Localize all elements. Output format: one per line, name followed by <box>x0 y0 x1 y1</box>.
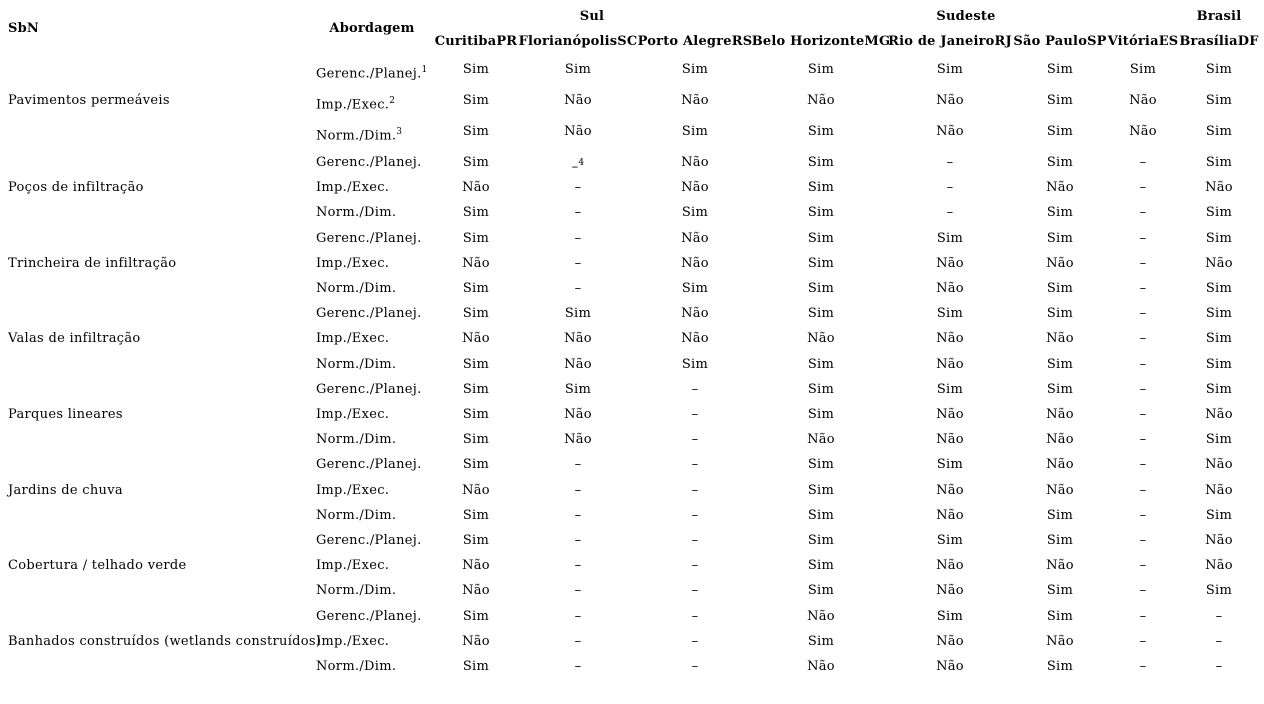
cell-value: Sim <box>462 124 490 139</box>
city-header-label: São PauloSP <box>1013 34 1107 49</box>
cell-value: – <box>574 457 582 473</box>
cell-value: Sim <box>936 608 964 624</box>
cell-value: – <box>1139 407 1147 422</box>
approach-label: Norm./Dim. <box>316 432 397 448</box>
cell-value: – <box>691 659 699 674</box>
cell-value: – <box>1139 533 1147 548</box>
cell-value: Sim <box>564 62 592 77</box>
cell-value: Não <box>1205 482 1233 498</box>
cell-value: Sim <box>807 457 835 473</box>
cell-value: – <box>1139 482 1147 498</box>
cell-value: Sim <box>936 381 964 397</box>
cell-value: Não <box>1046 457 1074 473</box>
cell-value: – <box>691 482 699 498</box>
cell-value: Não <box>936 659 964 674</box>
cell-value: Sim <box>807 356 835 372</box>
cell-value: Sim <box>1205 62 1233 77</box>
approach-label: Gerenc./Planej. <box>316 533 422 548</box>
sbn-row-label: Poços de infiltração <box>8 180 144 196</box>
cell-value: Sim <box>1205 583 1233 599</box>
cell-value: – <box>691 608 699 624</box>
cell-value: Sim <box>462 93 490 108</box>
approach-label: Gerenc./Planej. <box>316 230 422 246</box>
sbn-row-label: Cobertura / telhado verde <box>8 558 187 574</box>
cell-value: – <box>1139 659 1147 674</box>
cell-value: Não <box>462 255 490 271</box>
sbn-row-label: Jardins de chuva <box>8 482 123 498</box>
cell-value: Não <box>462 558 490 574</box>
cell-value: Não <box>462 633 490 649</box>
cell-value: – <box>691 633 699 649</box>
approach-label: Gerenc./Planej. <box>316 155 422 170</box>
approach-label: Imp./Exec. <box>316 558 390 574</box>
cell-value: Não <box>936 407 964 422</box>
approach-label: Imp./Exec. <box>316 331 390 347</box>
cell-value: Não <box>936 558 964 574</box>
cell-value: Não <box>681 93 709 108</box>
cell-value: Sim <box>681 62 709 77</box>
cell-value: Sim <box>1046 533 1074 548</box>
approach-label: Norm./Dim. <box>316 659 397 674</box>
cell-value: Sim <box>1205 356 1233 372</box>
cell-value: Sim <box>1205 281 1233 296</box>
cell-value: Sim <box>462 432 490 448</box>
city-header-label: CuritibaPR <box>434 34 518 49</box>
cell-value: Não <box>936 93 964 108</box>
cell-value: Não <box>936 633 964 649</box>
cell-value: Sim <box>807 507 835 523</box>
cell-value: Sim <box>807 633 835 649</box>
approach-label: Imp./Exec. <box>316 180 390 196</box>
cell-value: Sim <box>1046 205 1074 221</box>
cell-value: Sim <box>462 205 490 221</box>
cell-value: Não <box>681 155 709 170</box>
cell-value: Sim <box>681 356 709 372</box>
cell-value: Sim <box>807 407 835 422</box>
approach-label: Imp./Exec.$^2$ <box>316 96 396 113</box>
cell-value: Não <box>936 482 964 498</box>
cell-value: Sim <box>462 306 490 322</box>
cell-value: Não <box>807 608 835 624</box>
cell-value: Não <box>1046 558 1074 574</box>
cell-value: Sim <box>936 306 964 322</box>
approach-label: Gerenc./Planej.$^1$ <box>316 65 428 82</box>
cell-value: – <box>1139 457 1147 473</box>
cell-value: – <box>691 432 699 448</box>
cell-value: Sim <box>1046 230 1074 246</box>
cell-value: – <box>691 381 699 397</box>
cell-value: Sim <box>807 533 835 548</box>
cell-value: Não <box>936 255 964 271</box>
cell-value: – <box>691 457 699 473</box>
cell-value: Sim <box>1205 432 1233 448</box>
cell-value: Sim <box>807 306 835 322</box>
region-header-label: Sudeste <box>936 9 996 24</box>
cell-value: Não <box>462 331 490 347</box>
cell-value: Sim <box>807 230 835 246</box>
approach-label: Gerenc./Planej. <box>316 608 422 624</box>
cell-value: Sim <box>564 306 592 322</box>
cell-value: Sim <box>1046 381 1074 397</box>
cell-value: Não <box>1046 432 1074 448</box>
cell-value: Sim <box>1046 155 1074 170</box>
cell-value: Sim <box>807 155 835 170</box>
cell-value: Não <box>564 331 592 347</box>
cell-value: Não <box>564 356 592 372</box>
cell-value: Não <box>1205 180 1233 196</box>
cell-value: Sim <box>462 507 490 523</box>
city-header-label: VitóriaES <box>1107 34 1179 49</box>
cell-value: – <box>1139 558 1147 574</box>
cell-value: Sim <box>807 482 835 498</box>
cell-value: – <box>1139 356 1147 372</box>
cell-value: – <box>574 583 582 599</box>
cell-value: – <box>1139 381 1147 397</box>
cell-value: – <box>1139 583 1147 599</box>
approach-label: Imp./Exec. <box>316 407 390 422</box>
cell-value: Não <box>462 583 490 599</box>
cell-value: Sim <box>1129 62 1157 77</box>
cell-value: Não <box>936 331 964 347</box>
cell-value: Não <box>1129 93 1157 108</box>
cell-value: Não <box>936 507 964 523</box>
sbn-row-label: Valas de infiltração <box>8 331 141 347</box>
cell-value: Não <box>1046 482 1074 498</box>
cell-value: Sim <box>1046 659 1074 674</box>
cell-value: – <box>691 533 699 548</box>
cell-value: – <box>946 180 954 196</box>
cell-value: –$^4$ <box>571 158 585 175</box>
cell-value: Sim <box>681 281 709 296</box>
cell-value: Sim <box>807 583 835 599</box>
cell-value: Não <box>1205 558 1233 574</box>
cell-value: Não <box>564 407 592 422</box>
approach-label: Imp./Exec. <box>316 255 390 271</box>
approach-label: Norm./Dim.$^3$ <box>316 127 403 144</box>
cell-value: Sim <box>1205 93 1233 108</box>
sbn-row-label: Trincheira de infiltração <box>8 255 177 271</box>
cell-value: – <box>574 180 582 196</box>
cell-value: – <box>574 558 582 574</box>
cell-value: Sim <box>681 124 709 139</box>
cell-value: Não <box>936 432 964 448</box>
cell-value: Não <box>1205 255 1233 271</box>
cell-value: – <box>1139 155 1147 170</box>
cell-value: Sim <box>1205 205 1233 221</box>
cell-value: Não <box>564 432 592 448</box>
cell-value: Não <box>681 255 709 271</box>
cell-value: – <box>691 407 699 422</box>
approach-label: Norm./Dim. <box>316 583 397 599</box>
cell-value: Sim <box>1205 306 1233 322</box>
cell-value: Não <box>681 306 709 322</box>
approach-label: Norm./Dim. <box>316 205 397 221</box>
region-header-label: Sul <box>579 9 605 24</box>
city-header-label: FlorianópolisSC <box>518 34 638 49</box>
cell-value: Sim <box>462 230 490 246</box>
cell-value: Não <box>1129 124 1157 139</box>
cell-value: Não <box>681 331 709 347</box>
cell-value: – <box>1215 633 1223 649</box>
cell-value: Sim <box>1046 62 1074 77</box>
cell-value: Sim <box>462 155 490 170</box>
cell-value: Não <box>1046 407 1074 422</box>
cell-value: Não <box>1205 457 1233 473</box>
col-header-sbn: SbN <box>8 21 39 36</box>
cell-value: Sim <box>462 281 490 296</box>
cell-value: Sim <box>936 457 964 473</box>
cell-value: – <box>946 155 954 170</box>
cell-value: Não <box>936 124 964 139</box>
approach-label: Gerenc./Planej. <box>316 381 422 397</box>
cell-value: Sim <box>462 62 490 77</box>
cell-value: Sim <box>1046 507 1074 523</box>
cell-value: Sim <box>1046 93 1074 108</box>
city-header-label: Porto AlegreRS <box>637 34 753 49</box>
cell-value: – <box>1139 507 1147 523</box>
city-header-label: Belo HorizonteMG <box>751 34 891 49</box>
cell-value: – <box>574 205 582 221</box>
cell-value: Não <box>681 230 709 246</box>
cell-value: Sim <box>1205 381 1233 397</box>
cell-value: Sim <box>807 180 835 196</box>
cell-value: Não <box>1046 331 1074 347</box>
cell-value: – <box>1139 306 1147 322</box>
cell-value: Sim <box>936 62 964 77</box>
sbn-row-label: Banhados construídos (wetlands construídos) <box>8 633 322 649</box>
cell-value: – <box>691 558 699 574</box>
cell-value: Não <box>564 93 592 108</box>
cell-value: Não <box>1205 533 1233 548</box>
cell-value: Sim <box>807 381 835 397</box>
cell-value: Não <box>807 659 835 674</box>
cell-value: – <box>691 507 699 523</box>
cell-value: Sim <box>462 381 490 397</box>
cell-value: Sim <box>1046 356 1074 372</box>
cell-value: Não <box>936 583 964 599</box>
cell-value: – <box>574 482 582 498</box>
approach-label: Imp./Exec. <box>316 633 390 649</box>
cell-value: Sim <box>462 457 490 473</box>
cell-value: – <box>1139 230 1147 246</box>
cell-value: Sim <box>462 659 490 674</box>
cell-value: – <box>574 659 582 674</box>
cell-value: Sim <box>1046 583 1074 599</box>
cell-value: – <box>1139 608 1147 624</box>
cell-value: – <box>1215 659 1223 674</box>
cell-value: Sim <box>807 558 835 574</box>
cell-value: Sim <box>807 281 835 296</box>
cell-value: – <box>1139 331 1147 347</box>
approach-label: Norm./Dim. <box>316 281 397 296</box>
cell-value: Sim <box>1046 306 1074 322</box>
cell-value: Sim <box>462 533 490 548</box>
cell-value: Não <box>807 331 835 347</box>
sbn-row-label: Pavimentos permeáveis <box>8 93 170 108</box>
cell-value: – <box>1139 180 1147 196</box>
cell-value: – <box>1139 432 1147 448</box>
cell-value: – <box>1139 205 1147 221</box>
sbn-row-label: Parques lineares <box>8 407 123 422</box>
cell-value: Não <box>1205 407 1233 422</box>
cell-value: Não <box>807 432 835 448</box>
cell-value: – <box>946 205 954 221</box>
cell-value: Sim <box>807 62 835 77</box>
city-header-label: Rio de JaneiroRJ <box>888 34 1012 49</box>
cell-value: Sim <box>1205 230 1233 246</box>
cell-value: Não <box>936 281 964 296</box>
approach-label: Gerenc./Planej. <box>316 457 422 473</box>
approach-label: Norm./Dim. <box>316 507 397 523</box>
cell-value: Não <box>462 180 490 196</box>
cell-value: Não <box>936 356 964 372</box>
cell-value: – <box>574 281 582 296</box>
cell-value: Sim <box>936 230 964 246</box>
cell-value: Sim <box>936 533 964 548</box>
cell-value: Não <box>1046 180 1074 196</box>
approach-label: Norm./Dim. <box>316 356 397 372</box>
approach-label: Imp./Exec. <box>316 482 390 498</box>
cell-value: Sim <box>807 205 835 221</box>
cell-value: Sim <box>1205 331 1233 347</box>
cell-value: Sim <box>462 356 490 372</box>
cell-value: Sim <box>462 608 490 624</box>
approach-label: Gerenc./Planej. <box>316 306 422 322</box>
cell-value: – <box>691 583 699 599</box>
cell-value: – <box>574 230 582 246</box>
cell-value: Sim <box>807 255 835 271</box>
region-header-label: Brasil <box>1196 9 1242 24</box>
cell-value: – <box>1139 633 1147 649</box>
cell-value: Não <box>807 93 835 108</box>
cell-value: – <box>574 533 582 548</box>
cell-value: Sim <box>1046 608 1074 624</box>
cell-value: Sim <box>807 124 835 139</box>
cell-value: Sim <box>564 381 592 397</box>
cell-value: Não <box>1046 255 1074 271</box>
cell-value: Sim <box>1046 124 1074 139</box>
col-header-abordagem: Abordagem <box>329 21 415 36</box>
cell-value: Não <box>1046 633 1074 649</box>
cell-value: Não <box>564 124 592 139</box>
cell-value: Sim <box>1046 281 1074 296</box>
cell-value: Sim <box>1205 155 1233 170</box>
cell-value: Não <box>681 180 709 196</box>
cell-value: – <box>574 633 582 649</box>
cell-value: – <box>1139 281 1147 296</box>
cell-value: Não <box>462 482 490 498</box>
cell-value: – <box>574 255 582 271</box>
cell-value: Sim <box>1205 124 1233 139</box>
cell-value: Sim <box>681 205 709 221</box>
cell-value: – <box>574 507 582 523</box>
city-header-label: BrasíliaDF <box>1179 34 1259 49</box>
cell-value: Sim <box>1205 507 1233 523</box>
cell-value: – <box>574 608 582 624</box>
cell-value: Sim <box>462 407 490 422</box>
cell-value: – <box>1139 255 1147 271</box>
cell-value: – <box>1215 608 1223 624</box>
